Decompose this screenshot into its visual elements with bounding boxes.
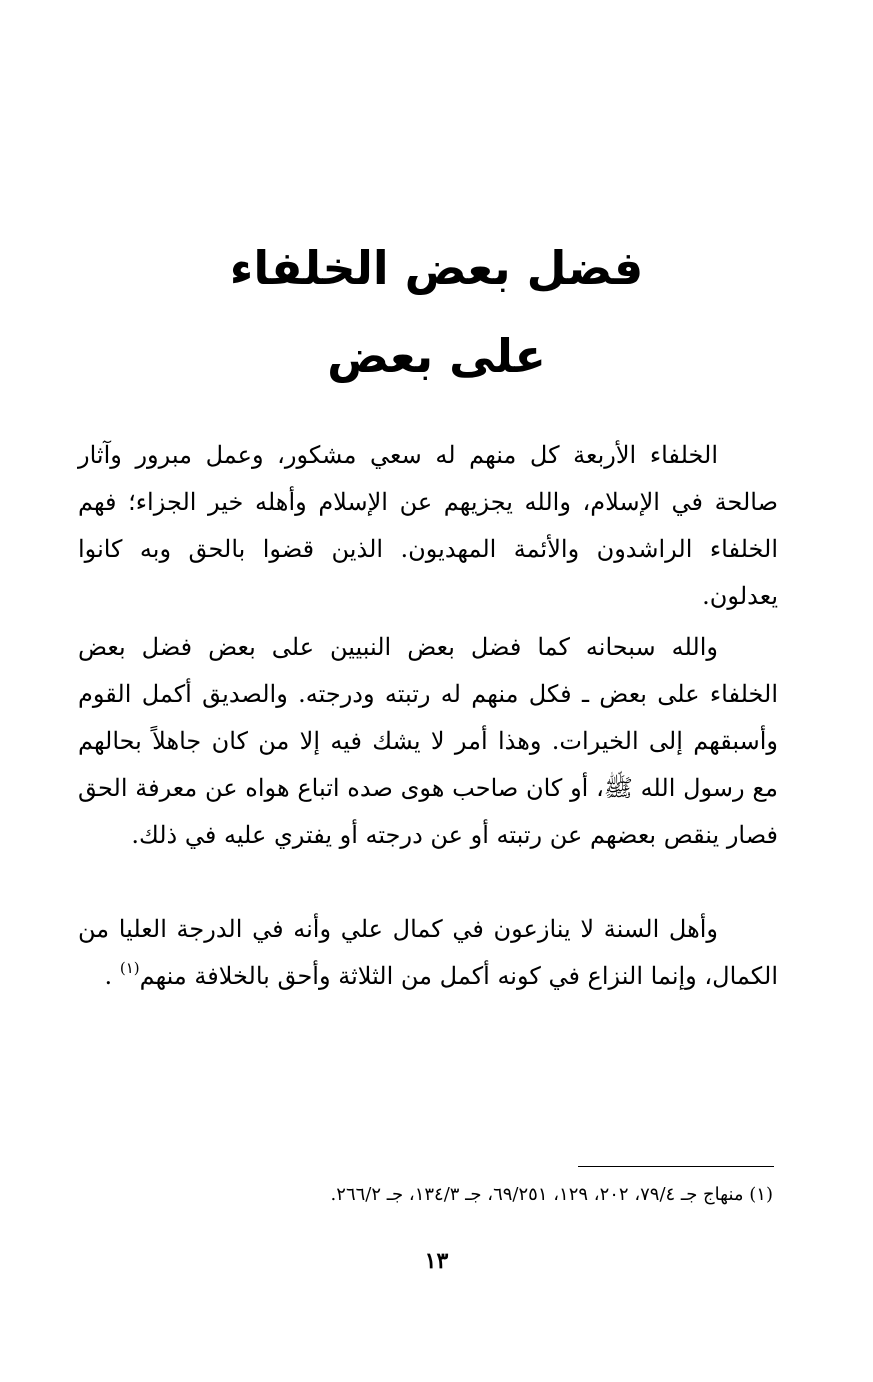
- paragraph-3: [78, 906, 778, 1000]
- paragraph-1: [78, 432, 778, 620]
- paragraph-2-text: والله سبحانه كما فضل بعض النبيين على بعض فضل بعض الخلفاء على بعض ـ فكل منهم له رتبته ودرجته. والصديق أكمل القوم وأسبقهم إلى الخيرات. وهذا أمر لا يشك فيه إلا من كان جاهلاً بحالهم مع رسول الله ﷺ، أو كان صاحب هوى صده اتباع هواه عن معرفة الحق فصار ينقص بعضهم عن رتبته أو عن درجته أو يفتري عليه في ذلك.: [78, 633, 778, 849]
- paragraph-3-text: وأهل السنة لا ينازعون في كمال علي وأنه في الدرجة العليا من الكمال، وإنما النزاع في كونه أكمل من الثلاثة وأحق بالخلافة منهم: [78, 915, 778, 990]
- paragraph-2: [78, 624, 778, 859]
- footnote-reference: (١): [119, 959, 140, 977]
- chapter-title-line-2: على بعض: [327, 329, 546, 383]
- closing-period: .: [104, 962, 113, 990]
- footnote-divider: [578, 1166, 774, 1167]
- paragraph-1-text: الخلفاء الأربعة كل منهم له سعي مشكور، وعمل مبرور وآثار صالحة في الإسلام، والله يجزيهم عن الإسلام وأهله خير الجزاء؛ فهم الخلفاء الراشدون والأئمة المهديون. الذين قضوا بالحق وبه كانوا يعدلون.: [78, 441, 778, 610]
- footnote-marker: (١): [749, 1184, 773, 1205]
- footnote: [331, 1180, 773, 1210]
- footnote-text: منهاج جـ ٧٩/٤، ٢٠٢، ١٢٩، ٦٩/٢٥١، جـ ١٣٤/٣، جـ ٢٦٦/٢.: [330, 1184, 744, 1205]
- page-number: ١٣: [424, 1248, 449, 1274]
- chapter-title-line-1: فضل بعض الخلفاء: [229, 241, 644, 295]
